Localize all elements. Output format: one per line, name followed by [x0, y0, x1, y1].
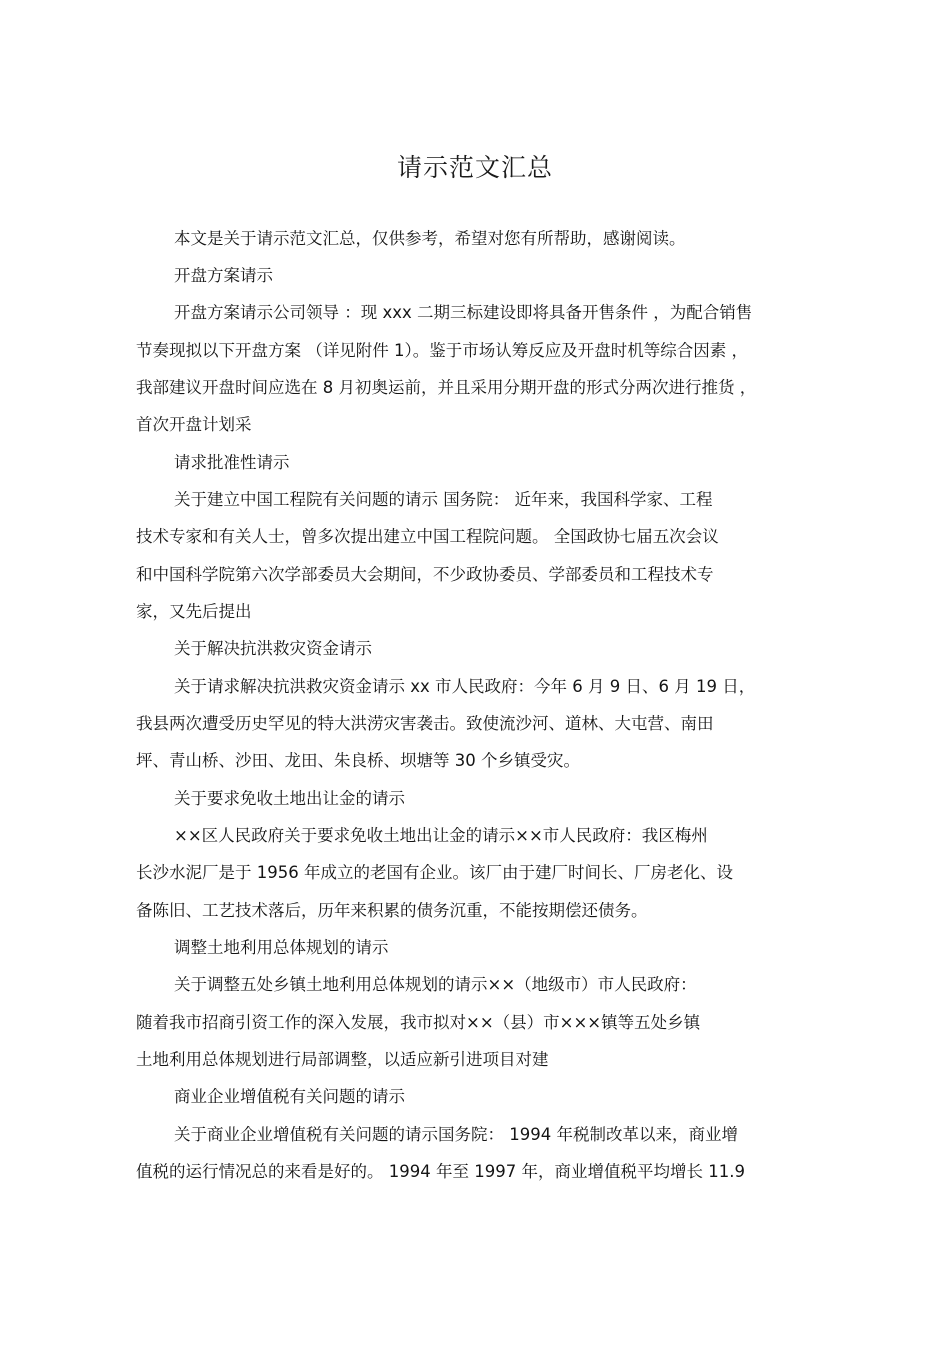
paragraph-line: 我县两次遭受历史罕见的特大洪涝灾害袭击。致使流沙河、道林、大屯营、南田	[136, 714, 714, 733]
paragraph-line: 关于商业企业增值税有关问题的请示国务院： 1994 年税制改革以来，商业增	[174, 1125, 738, 1144]
section-heading-opening: 开盘方案请示	[174, 266, 273, 285]
paragraph-line: 关于建立中国工程院有关问题的请示 国务院： 近年来，我国科学家、工程	[174, 490, 713, 509]
paragraph-line: 土地利用总体规划进行局部调整，以适应新引进项目对建	[136, 1050, 549, 1069]
paragraph-line: 节奏现拟以下开盘方案 （详见附件 1）。鉴于市场认筹反应及开盘时机等综合因素 ，	[136, 341, 748, 360]
document-title: 请示范文汇总	[396, 153, 553, 182]
paragraph-line: 技术专家和有关人士，曾多次提出建立中国工程院问题。 全国政协七届五次会议	[136, 527, 719, 546]
paragraph-line: 首次开盘计划采	[136, 415, 252, 434]
section-heading-land-fee: 关于要求免收土地出让金的请示	[174, 789, 405, 808]
paragraph-line: 值税的运行情况总的来看是好的。 1994 年至 1997 年，商业增值税平均增长 11.9	[136, 1162, 745, 1181]
section-heading-flood: 关于解决抗洪救灾资金请示	[174, 639, 372, 658]
paragraph-line: 我部建议开盘时间应选在 8 月初奥运前，并且采用分期开盘的形式分两次进行推货 ，	[136, 378, 757, 397]
paragraph-line: 开盘方案请示公司领导 ：现 xxx 二期三标建设即将具备开售条件 ，为配合销售	[174, 303, 753, 322]
paragraph-line: 长沙水泥厂是于 1956 年成立的老国有企业。该厂由于建厂时间长、厂房老化、设	[136, 863, 733, 882]
section-heading-land-plan: 调整土地利用总体规划的请示	[174, 938, 389, 957]
paragraph-line: 关于请求解决抗洪救灾资金请示 xx 市人民政府：今年 6 月 9 日、6 月 19 日，	[174, 677, 756, 696]
section-heading-vat: 商业企业增值税有关问题的请示	[174, 1087, 405, 1106]
intro-paragraph: 本文是关于请示范文汇总，仅供参考，希望对您有所帮助，感谢阅读。	[174, 229, 686, 248]
paragraph-line: 坪、青山桥、沙田、龙田、朱良桥、坝塘等 30 个乡镇受灾。	[136, 751, 580, 770]
paragraph-line: 备陈旧、工艺技术落后，历年来积累的债务沉重，不能按期偿还债务。	[136, 901, 648, 920]
paragraph-line: 随着我市招商引资工作的深入发展，我市拟对××（县）市×××镇等五处乡镇	[136, 1013, 701, 1032]
paragraph-line: 和中国科学院第六次学部委员大会期间，不少政协委员、学部委员和工程技术专	[136, 565, 714, 584]
paragraph-line: ××区人民政府关于要求免收土地出让金的请示××市人民政府：我区梅州	[174, 826, 708, 845]
section-heading-approval: 请求批准性请示	[174, 453, 290, 472]
paragraph-line: 家，又先后提出	[136, 602, 252, 621]
paragraph-line: 关于调整五处乡镇土地利用总体规划的请示××（地级市）市人民政府：	[174, 975, 697, 994]
